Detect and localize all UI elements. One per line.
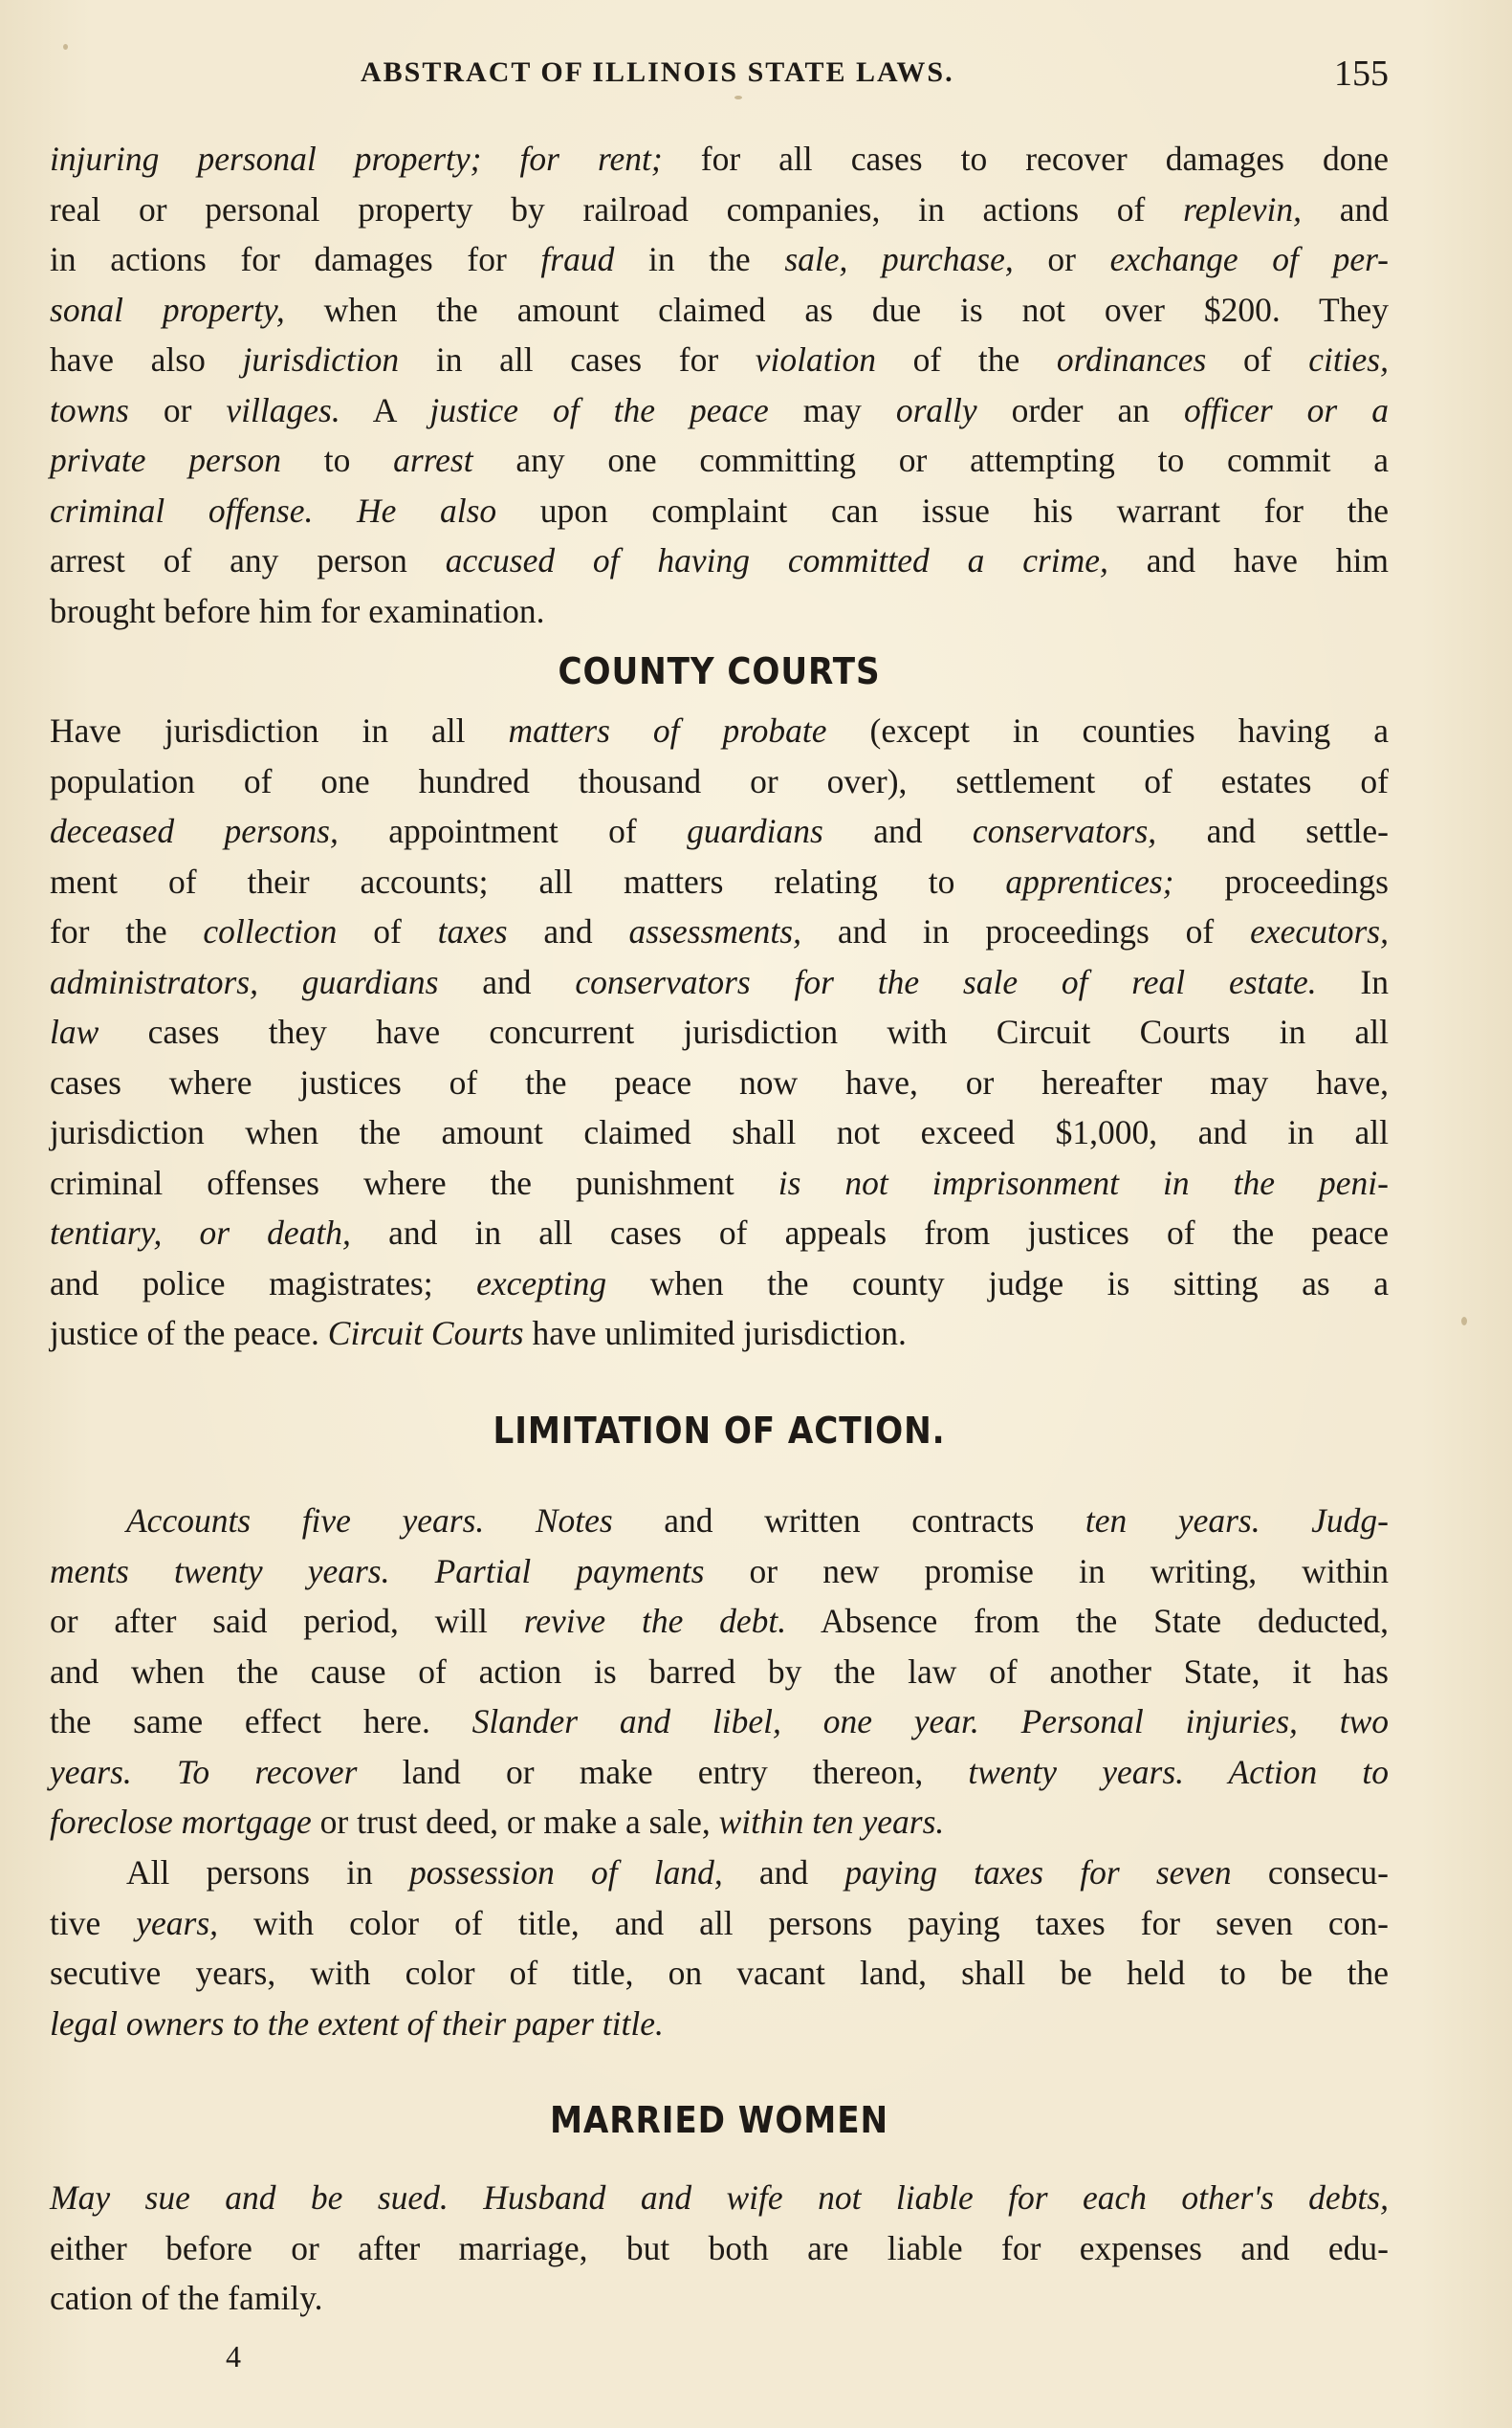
text-line (50, 1999, 1389, 2049)
text-line (50, 2273, 1389, 2324)
text-line (50, 907, 1389, 957)
text-line (50, 1898, 1389, 1949)
running-title: ABSTRACT OF ILLINOIS STATE LAWS. (361, 56, 954, 88)
text-line (50, 1797, 1389, 1848)
text-line (50, 1308, 1389, 1359)
roman-text: with color of title, and all persons paying taxes for seven con- (218, 1903, 1389, 1942)
roman-text: in actions for damages for (50, 240, 541, 278)
text-line (50, 1107, 1389, 1158)
text-line (50, 2173, 1389, 2223)
italic-text: matters of probate (508, 711, 827, 750)
roman-text: and police magistrates; (50, 1263, 477, 1302)
italic-text: orally (895, 390, 977, 429)
opening-paragraph (50, 134, 1389, 636)
italic-text: private person (50, 441, 281, 479)
italic-text: Circuit Courts (327, 1314, 524, 1352)
italic-text: injuring personal property; for rent; (50, 140, 663, 178)
italic-text: paying taxes for seven (844, 1853, 1232, 1892)
roman-text: cases where justices of the peace now have, or hereafter may have, (50, 1062, 1389, 1102)
roman-text: tive (50, 1903, 137, 1942)
italic-text: accused of having committed a crime, (445, 541, 1108, 580)
roman-text: and in proceedings of (800, 912, 1251, 951)
text-line (50, 1496, 1389, 1546)
roman-text: any one committing or attempting to commit a (472, 441, 1389, 479)
roman-text: or (1013, 240, 1110, 278)
text-line (50, 806, 1389, 857)
roman-text: justice of the peace. (50, 1314, 328, 1352)
limitation-paragraph-2 (50, 1848, 1389, 2048)
text-line (50, 234, 1389, 285)
text-line (50, 1208, 1389, 1258)
text-line (50, 185, 1389, 235)
italic-text: revive the debt. (523, 1602, 787, 1640)
text-line (50, 1258, 1389, 1309)
text-line (50, 957, 1389, 1008)
roman-text: ment of their accounts; all matters relating to (50, 862, 1006, 901)
text-line (50, 706, 1389, 756)
roman-text: and (822, 812, 973, 850)
roman-text: and (722, 1853, 845, 1892)
roman-text: proceedings (1173, 862, 1389, 901)
italic-text: assessments, (628, 912, 801, 951)
roman-text: and in all cases of appeals from justices of the peace (350, 1214, 1389, 1252)
roman-text: when the county judge is sitting as a (606, 1263, 1389, 1302)
italic-text: Accounts five years. Notes (126, 1501, 613, 1540)
signature-mark: 4 (226, 2339, 241, 2373)
roman-text: in all cases for (399, 340, 756, 379)
roman-text: real or personal property by railroad companies, in actions of (50, 189, 1184, 229)
italic-text: foreclose mortgage (50, 1803, 312, 1841)
roman-text: criminal offenses where the punishment (50, 1163, 778, 1202)
text-line (50, 285, 1389, 336)
roman-text: to (280, 441, 394, 479)
text-line (50, 1596, 1389, 1647)
text-line (50, 1848, 1389, 1898)
roman-text: and (438, 962, 576, 1001)
roman-text: the same effect here. (50, 1702, 472, 1740)
text-line (50, 1696, 1389, 1747)
text-line (50, 1546, 1389, 1597)
roman-text: have unlimited jurisdiction. (523, 1314, 907, 1352)
italic-text: replevin, (1183, 189, 1302, 229)
roman-text: or after said period, will (50, 1602, 524, 1640)
roman-text: cation of the family. (50, 2279, 323, 2317)
text-line (50, 134, 1389, 185)
roman-text: (except in counties having a (826, 711, 1389, 750)
italic-text: apprentices; (1005, 862, 1174, 901)
roman-text: and settle- (1156, 812, 1390, 850)
italic-text: sale, purchase, (784, 240, 1014, 278)
italic-text: criminal offense. He also (50, 491, 497, 530)
roman-text: of (1206, 340, 1309, 379)
italic-text: years. To recover (50, 1752, 358, 1791)
italic-text: twenty years. Action to (968, 1752, 1390, 1791)
text-line (50, 1948, 1389, 1999)
italic-text: deceased persons, (50, 812, 339, 850)
text-line (50, 1647, 1389, 1697)
roman-text: and written contracts (612, 1501, 1085, 1540)
italic-text: Slander and libel, one year. Personal injuries, two (471, 1702, 1390, 1740)
roman-text: or (128, 390, 227, 429)
roman-text: and (507, 912, 629, 951)
heading-county-courts: COUNTY COURTS (558, 650, 881, 692)
italic-text: conservators, (972, 812, 1157, 850)
page-number: 155 (1334, 54, 1389, 94)
roman-text: arrest of any person (50, 541, 446, 580)
roman-text: for the (50, 912, 204, 951)
italic-text: taxes (437, 912, 508, 951)
roman-text: brought before him for examination. (50, 591, 545, 630)
roman-text: either before or after marriage, but both are liable for expenses and edu- (50, 2228, 1389, 2267)
text-line (50, 435, 1389, 486)
roman-text: Have jurisdiction in all (50, 711, 509, 750)
roman-text: A (340, 390, 430, 429)
text-line (50, 2223, 1389, 2274)
italic-text: administrators, guardians (50, 962, 439, 1001)
italic-text: officer or a (1184, 390, 1389, 429)
paper-speck (63, 44, 68, 50)
roman-text: in the (614, 240, 785, 278)
italic-text: fraud (540, 240, 615, 278)
italic-text: ments twenty years. Partial payments (50, 1551, 705, 1590)
text-line (50, 1158, 1389, 1209)
italic-text: jurisdiction (242, 340, 400, 379)
italic-text: legal owners to the extent of their paper title. (50, 2003, 664, 2043)
heading-limitation-of-action: LIMITATION OF ACTION. (493, 1410, 946, 1452)
italic-text: collection (203, 912, 338, 951)
roman-text: upon complaint can issue his warrant for the (496, 491, 1389, 530)
roman-text: All persons in (126, 1853, 409, 1892)
italic-text: ordinances (1056, 340, 1207, 379)
italic-text: is not imprisonment in the peni- (778, 1163, 1389, 1202)
italic-text: May sue and be sued. Husband and wife not liable for each other's debts, (50, 2178, 1389, 2217)
running-head (50, 53, 1389, 100)
roman-text: when the amount claimed as due is not over $200. They (284, 290, 1389, 329)
italic-text: tentiary, or death, (50, 1214, 351, 1252)
italic-text: arrest (393, 441, 473, 479)
text-line (50, 857, 1389, 908)
italic-text: years, (136, 1903, 219, 1942)
married-women-paragraph (50, 2173, 1389, 2324)
roman-text: and when the cause of action is barred by the law of another State, it has (50, 1651, 1389, 1691)
paper-speck (1461, 1317, 1467, 1325)
text-line (50, 385, 1389, 436)
roman-text: have also (50, 340, 243, 379)
roman-text: consecu- (1231, 1853, 1389, 1892)
roman-text: and (1301, 189, 1389, 229)
roman-text: of the (876, 340, 1057, 379)
roman-text: of (337, 912, 438, 951)
italic-text: law (50, 1013, 99, 1051)
italic-text: cities, (1308, 340, 1389, 379)
roman-text: or trust deed, or make a sale, (311, 1803, 719, 1841)
heading-married-women: MARRIED WOMEN (549, 2099, 889, 2141)
italic-text: violation (755, 340, 877, 379)
roman-text: In (1316, 962, 1389, 1001)
roman-text: order an (976, 390, 1185, 429)
roman-text: secutive years, with color of title, on vacant land, shall be held to be the (50, 1954, 1389, 1992)
italic-text: conservators for the sale of real estate. (575, 962, 1317, 1001)
roman-text: for all cases to recover damages done (662, 140, 1389, 178)
paper-speck (734, 96, 742, 99)
text-line (50, 1058, 1389, 1108)
italic-text: exchange of per- (1109, 240, 1390, 278)
roman-text: population of one hundred thousand or over), settlement of estates of (50, 761, 1389, 800)
roman-text: Absence from the State deducted, (786, 1602, 1389, 1640)
text-line (50, 756, 1389, 807)
text-line (50, 536, 1389, 586)
roman-text: or new promise in writing, within (704, 1551, 1389, 1590)
roman-text: may (768, 390, 896, 429)
roman-text: appointment of (338, 812, 688, 850)
italic-text: guardians (687, 812, 823, 850)
roman-text: land or make entry thereon, (357, 1752, 969, 1791)
italic-text: excepting (476, 1263, 607, 1302)
italic-text: within ten years. (718, 1803, 945, 1841)
text-line (50, 335, 1389, 385)
text-line (50, 486, 1389, 536)
roman-text: cases they have concurrent jurisdiction with Circuit Courts in all (99, 1013, 1389, 1051)
roman-text: jurisdiction when the amount claimed shall not exceed $1,000, and in all (50, 1113, 1389, 1151)
limitation-paragraph-1 (50, 1496, 1389, 1848)
italic-text: villages. (226, 390, 340, 429)
italic-text: justice of the peace (429, 390, 769, 429)
text-line (50, 1007, 1389, 1058)
italic-text: executors, (1250, 912, 1389, 951)
county-courts-paragraph (50, 706, 1389, 1359)
roman-text: and have him (1107, 541, 1389, 580)
text-line (50, 586, 1389, 637)
italic-text: sonal property, (50, 290, 285, 329)
italic-text: towns (50, 390, 129, 429)
italic-text: possession of land, (408, 1853, 723, 1892)
text-line (50, 1747, 1389, 1798)
italic-text: ten years. Judg- (1085, 1501, 1390, 1540)
